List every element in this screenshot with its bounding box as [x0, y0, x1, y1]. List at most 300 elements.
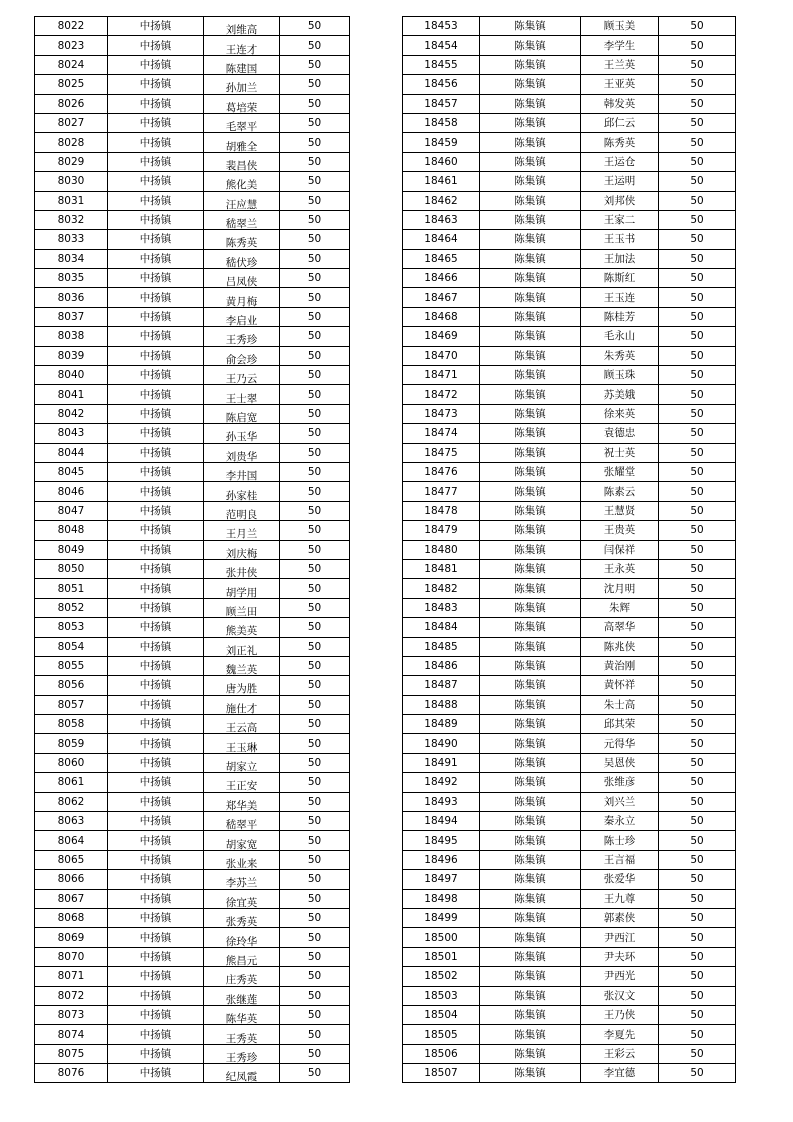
name-cell [204, 172, 280, 191]
amount-cell: 50 [659, 113, 736, 132]
name-cell [204, 482, 280, 501]
name-text: 汪应慧 [225, 198, 258, 211]
table-row [35, 133, 350, 152]
id-cell: 8044 [35, 443, 108, 462]
name-cell [204, 288, 280, 307]
name-text: 刘邦侠 [603, 194, 636, 207]
town-cell: 中扬镇 [108, 307, 204, 326]
amount-cell: 50 [659, 792, 736, 811]
id-cell: 18469 [403, 327, 480, 346]
name-text: 祝士英 [603, 446, 636, 459]
amount-cell: 50 [280, 482, 350, 501]
name-text: 元得华 [603, 737, 636, 750]
name-text: 苏美娥 [603, 388, 636, 401]
town-cell: 中扬镇 [108, 482, 204, 501]
town-cell: 陈集镇 [480, 986, 581, 1005]
table-row [35, 288, 350, 307]
table-row [403, 986, 736, 1005]
town-cell: 陈集镇 [480, 559, 581, 578]
name-text: 朱士高 [603, 698, 636, 711]
id-cell: 18454 [403, 36, 480, 55]
town-cell: 中扬镇 [108, 501, 204, 520]
name-cell [581, 133, 659, 152]
amount-cell: 50 [280, 850, 350, 869]
amount-cell: 50 [659, 579, 736, 598]
amount-cell: 50 [280, 812, 350, 831]
name-cell [204, 870, 280, 889]
id-cell: 18455 [403, 55, 480, 74]
amount-cell: 50 [280, 579, 350, 598]
amount-cell: 50 [280, 734, 350, 753]
town-cell: 中扬镇 [108, 540, 204, 559]
name-cell [204, 967, 280, 986]
name-cell [581, 734, 659, 753]
id-cell: 8025 [35, 75, 108, 94]
name-text: 俞会珍 [225, 353, 258, 366]
name-cell [581, 269, 659, 288]
amount-cell: 50 [280, 230, 350, 249]
name-text: 王连才 [225, 43, 258, 56]
id-cell: 8030 [35, 172, 108, 191]
table-row [403, 230, 736, 249]
town-cell: 中扬镇 [108, 521, 204, 540]
id-cell: 18461 [403, 172, 480, 191]
table-row [403, 715, 736, 734]
id-cell: 18475 [403, 443, 480, 462]
table-row [403, 366, 736, 385]
id-cell: 18500 [403, 928, 480, 947]
table-row [403, 831, 736, 850]
name-text: 顾兰田 [225, 605, 258, 618]
town-cell: 中扬镇 [108, 947, 204, 966]
town-cell: 陈集镇 [480, 1044, 581, 1063]
town-cell: 陈集镇 [480, 676, 581, 695]
amount-cell: 50 [280, 637, 350, 656]
name-cell [204, 17, 280, 36]
amount-cell: 50 [659, 94, 736, 113]
name-cell [581, 1005, 659, 1024]
amount-cell: 50 [280, 656, 350, 675]
amount-cell: 50 [280, 540, 350, 559]
id-cell: 18504 [403, 1005, 480, 1024]
name-cell [581, 928, 659, 947]
id-cell: 18474 [403, 424, 480, 443]
table-row [403, 269, 736, 288]
left-roster-table [34, 16, 350, 1083]
name-cell [204, 850, 280, 869]
amount-cell: 50 [659, 269, 736, 288]
amount-cell: 50 [659, 908, 736, 927]
id-cell: 8073 [35, 1005, 108, 1024]
id-cell: 8059 [35, 734, 108, 753]
table-row [403, 462, 736, 481]
name-text: 王家二 [603, 214, 636, 227]
id-cell: 8040 [35, 366, 108, 385]
id-cell: 18505 [403, 1025, 480, 1044]
table-row [35, 734, 350, 753]
table-row [35, 249, 350, 268]
id-cell: 8071 [35, 967, 108, 986]
town-cell: 陈集镇 [480, 94, 581, 113]
name-text: 郑华美 [225, 799, 258, 812]
town-cell: 中扬镇 [108, 55, 204, 74]
name-cell [581, 36, 659, 55]
amount-cell: 50 [659, 521, 736, 540]
amount-cell: 50 [659, 870, 736, 889]
id-cell: 8068 [35, 908, 108, 927]
amount-cell: 50 [280, 947, 350, 966]
id-cell: 8061 [35, 773, 108, 792]
name-text: 秦永立 [603, 815, 636, 828]
id-cell: 18470 [403, 346, 480, 365]
table-row [35, 501, 350, 520]
id-cell: 8026 [35, 94, 108, 113]
amount-cell: 50 [280, 1005, 350, 1024]
name-cell [204, 734, 280, 753]
name-cell [581, 249, 659, 268]
amount-cell: 50 [659, 75, 736, 94]
table-row [403, 753, 736, 772]
amount-cell: 50 [659, 967, 736, 986]
name-cell [204, 75, 280, 94]
table-row [35, 656, 350, 675]
table-row [403, 249, 736, 268]
table-row [35, 1064, 350, 1083]
name-cell [581, 210, 659, 229]
id-cell: 8027 [35, 113, 108, 132]
name-cell [581, 579, 659, 598]
id-cell: 18498 [403, 889, 480, 908]
town-cell: 中扬镇 [108, 113, 204, 132]
town-cell: 中扬镇 [108, 133, 204, 152]
amount-cell: 50 [280, 17, 350, 36]
table-row [35, 753, 350, 772]
town-cell: 陈集镇 [480, 831, 581, 850]
id-cell: 8049 [35, 540, 108, 559]
name-text: 纪凤霞 [225, 1071, 258, 1083]
town-cell: 中扬镇 [108, 327, 204, 346]
table-row [35, 1044, 350, 1063]
amount-cell: 50 [280, 210, 350, 229]
town-cell: 陈集镇 [480, 618, 581, 637]
table-row [35, 443, 350, 462]
name-text: 王亚英 [603, 78, 636, 91]
name-cell [581, 792, 659, 811]
name-cell [581, 307, 659, 326]
table-row [403, 618, 736, 637]
table-row [35, 870, 350, 889]
name-text: 张汉文 [603, 989, 636, 1002]
id-cell: 18487 [403, 676, 480, 695]
table-row [403, 191, 736, 210]
amount-cell: 50 [280, 967, 350, 986]
id-cell: 8032 [35, 210, 108, 229]
id-cell: 8036 [35, 288, 108, 307]
name-text: 尹西光 [603, 970, 636, 983]
amount-cell: 50 [659, 734, 736, 753]
name-cell [204, 676, 280, 695]
town-cell: 中扬镇 [108, 734, 204, 753]
name-cell [581, 404, 659, 423]
table-row [35, 521, 350, 540]
id-cell: 18477 [403, 482, 480, 501]
name-text: 王彩云 [603, 1047, 636, 1060]
amount-cell: 50 [280, 501, 350, 520]
town-cell: 陈集镇 [480, 269, 581, 288]
table-row [35, 424, 350, 443]
town-cell: 中扬镇 [108, 462, 204, 481]
amount-cell: 50 [659, 501, 736, 520]
name-cell [581, 908, 659, 927]
town-cell: 陈集镇 [480, 870, 581, 889]
id-cell: 8064 [35, 831, 108, 850]
amount-cell: 50 [659, 1064, 736, 1083]
town-cell: 中扬镇 [108, 559, 204, 578]
amount-cell: 50 [659, 947, 736, 966]
amount-cell: 50 [659, 191, 736, 210]
name-cell [581, 773, 659, 792]
id-cell: 18488 [403, 695, 480, 714]
name-text: 王秀英 [225, 1032, 258, 1045]
name-cell [204, 986, 280, 1005]
table-row [403, 288, 736, 307]
id-cell: 18479 [403, 521, 480, 540]
name-cell [204, 540, 280, 559]
amount-cell: 50 [659, 540, 736, 559]
town-cell: 陈集镇 [480, 540, 581, 559]
town-cell: 中扬镇 [108, 850, 204, 869]
name-text: 袁德忠 [603, 427, 636, 440]
amount-cell: 50 [659, 36, 736, 55]
town-cell: 陈集镇 [480, 734, 581, 753]
amount-cell: 50 [280, 598, 350, 617]
table-row [403, 346, 736, 365]
name-cell [204, 191, 280, 210]
name-cell [581, 482, 659, 501]
table-row [35, 908, 350, 927]
amount-cell: 50 [280, 521, 350, 540]
table-row [403, 792, 736, 811]
table-row [35, 269, 350, 288]
name-text: 陈建国 [225, 62, 258, 75]
amount-cell: 50 [659, 462, 736, 481]
id-cell: 8046 [35, 482, 108, 501]
amount-cell: 50 [280, 404, 350, 423]
id-cell: 8072 [35, 986, 108, 1005]
town-cell: 中扬镇 [108, 986, 204, 1005]
name-text: 张业来 [225, 857, 258, 870]
id-cell: 8056 [35, 676, 108, 695]
table-row [403, 404, 736, 423]
name-text: 熊美英 [225, 625, 258, 637]
name-cell [204, 695, 280, 714]
name-text: 刘庆梅 [225, 547, 258, 560]
amount-cell: 50 [659, 1005, 736, 1024]
town-cell: 中扬镇 [108, 831, 204, 850]
amount-cell: 50 [659, 307, 736, 326]
amount-cell: 50 [280, 94, 350, 113]
town-cell: 中扬镇 [108, 753, 204, 772]
name-text: 胡学用 [225, 586, 258, 599]
table-row [35, 986, 350, 1005]
name-cell [581, 113, 659, 132]
amount-cell: 50 [659, 618, 736, 637]
id-cell: 8023 [35, 36, 108, 55]
name-cell [581, 1064, 659, 1083]
id-cell: 18458 [403, 113, 480, 132]
name-cell [581, 443, 659, 462]
town-cell: 中扬镇 [108, 172, 204, 191]
town-cell: 陈集镇 [480, 210, 581, 229]
town-cell: 中扬镇 [108, 191, 204, 210]
name-text: 刘兴兰 [603, 795, 636, 808]
name-cell [204, 889, 280, 908]
name-text: 邱仁云 [603, 117, 636, 130]
amount-cell: 50 [659, 133, 736, 152]
table-row [403, 482, 736, 501]
name-cell [581, 1025, 659, 1044]
town-cell: 中扬镇 [108, 1005, 204, 1024]
amount-cell: 50 [280, 908, 350, 927]
name-cell [581, 191, 659, 210]
amount-cell: 50 [659, 172, 736, 191]
amount-cell: 50 [280, 443, 350, 462]
name-text: 王永英 [603, 563, 636, 576]
town-cell: 陈集镇 [480, 908, 581, 927]
id-cell: 18468 [403, 307, 480, 326]
name-cell [204, 1044, 280, 1063]
table-row [35, 676, 350, 695]
amount-cell: 50 [280, 113, 350, 132]
town-cell: 陈集镇 [480, 230, 581, 249]
amount-cell: 50 [280, 307, 350, 326]
name-text: 张耀堂 [603, 466, 636, 479]
name-text: 朱秀英 [603, 349, 636, 362]
name-text: 胡家宽 [225, 838, 258, 851]
name-text: 王玉书 [603, 233, 636, 246]
town-cell: 陈集镇 [480, 152, 581, 171]
amount-cell: 50 [280, 55, 350, 74]
amount-cell: 50 [659, 1044, 736, 1063]
name-cell [204, 404, 280, 423]
amount-cell: 50 [280, 753, 350, 772]
name-cell [581, 831, 659, 850]
id-cell: 8050 [35, 559, 108, 578]
name-text: 王乃云 [225, 373, 258, 385]
name-text: 李宜德 [603, 1067, 636, 1080]
town-cell: 中扬镇 [108, 385, 204, 404]
amount-cell: 50 [659, 482, 736, 501]
id-cell: 18502 [403, 967, 480, 986]
name-text: 毛翠平 [225, 121, 258, 133]
name-text: 范明良 [225, 508, 258, 521]
table-row [403, 773, 736, 792]
name-cell [204, 521, 280, 540]
amount-cell: 50 [659, 210, 736, 229]
amount-cell: 50 [280, 133, 350, 152]
table-row [403, 1064, 736, 1083]
id-cell: 8029 [35, 152, 108, 171]
name-cell [204, 113, 280, 132]
amount-cell: 50 [659, 831, 736, 850]
name-text: 沈月明 [603, 582, 636, 595]
town-cell: 陈集镇 [480, 75, 581, 94]
amount-cell: 50 [659, 55, 736, 74]
town-cell: 陈集镇 [480, 967, 581, 986]
name-cell [581, 521, 659, 540]
table-row [35, 346, 350, 365]
amount-cell: 50 [659, 1025, 736, 1044]
name-cell [204, 753, 280, 772]
table-row [35, 559, 350, 578]
id-cell: 8047 [35, 501, 108, 520]
name-text: 嵇翠兰 [225, 218, 258, 230]
id-cell: 18481 [403, 559, 480, 578]
id-cell: 8038 [35, 327, 108, 346]
amount-cell: 50 [659, 327, 736, 346]
id-cell: 8066 [35, 870, 108, 889]
id-cell: 8063 [35, 812, 108, 831]
name-text: 张井侠 [225, 567, 258, 579]
amount-cell: 50 [280, 773, 350, 792]
table-row [35, 366, 350, 385]
town-cell: 陈集镇 [480, 443, 581, 462]
name-cell [204, 715, 280, 734]
name-cell [581, 559, 659, 578]
name-text: 陈兆侠 [603, 640, 636, 653]
name-cell [581, 366, 659, 385]
table-row [35, 773, 350, 792]
table-row [403, 307, 736, 326]
town-cell: 中扬镇 [108, 249, 204, 268]
id-cell: 8034 [35, 249, 108, 268]
amount-cell: 50 [280, 462, 350, 481]
name-cell [581, 947, 659, 966]
town-cell: 陈集镇 [480, 753, 581, 772]
name-cell [581, 598, 659, 617]
table-row [403, 947, 736, 966]
amount-cell: 50 [280, 889, 350, 908]
id-cell: 8051 [35, 579, 108, 598]
table-row [403, 113, 736, 132]
table-row [35, 831, 350, 850]
table-row [35, 812, 350, 831]
name-text: 王乃侠 [603, 1009, 636, 1022]
town-cell: 中扬镇 [108, 928, 204, 947]
id-cell: 8042 [35, 404, 108, 423]
town-cell: 陈集镇 [480, 521, 581, 540]
town-cell: 中扬镇 [108, 75, 204, 94]
name-cell [581, 288, 659, 307]
id-cell: 18478 [403, 501, 480, 520]
name-cell [204, 831, 280, 850]
table-row [35, 1025, 350, 1044]
name-text: 黄治刚 [603, 660, 636, 673]
id-cell: 8060 [35, 753, 108, 772]
name-cell [581, 1044, 659, 1063]
name-text: 陈秀英 [603, 136, 636, 149]
name-cell [204, 637, 280, 656]
id-cell: 8031 [35, 191, 108, 210]
town-cell: 中扬镇 [108, 152, 204, 171]
table-row [403, 637, 736, 656]
town-cell: 中扬镇 [108, 773, 204, 792]
id-cell: 8053 [35, 618, 108, 637]
id-cell: 18476 [403, 462, 480, 481]
name-cell [204, 1025, 280, 1044]
name-cell [204, 1064, 280, 1083]
id-cell: 18489 [403, 715, 480, 734]
